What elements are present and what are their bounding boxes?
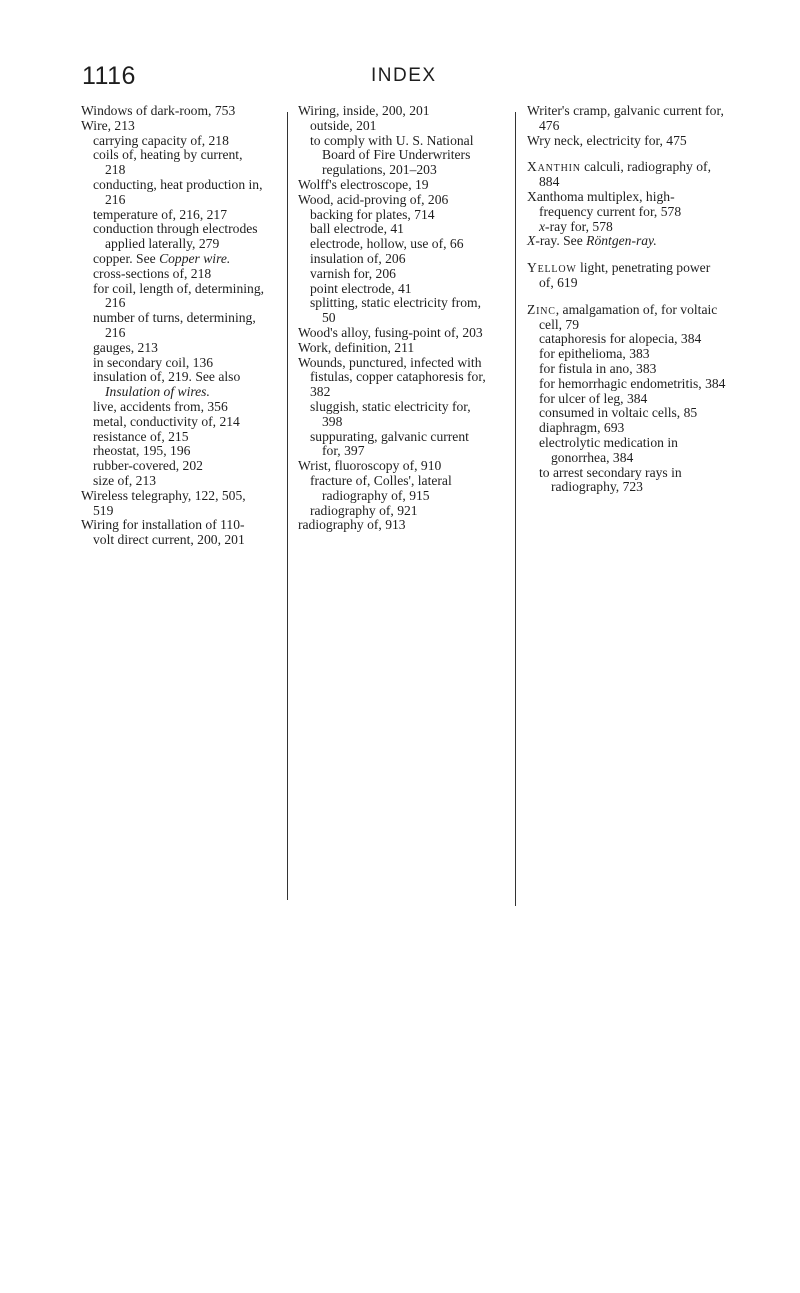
index-subentry xyxy=(81,252,265,267)
index-subentry xyxy=(298,222,488,237)
index-subentry xyxy=(527,377,727,392)
entry-text: -ray for, 578 xyxy=(545,218,613,234)
entry-text: Wire, 213 xyxy=(81,117,135,133)
index-subentry xyxy=(81,459,265,474)
entry-text: electrolytic medication in gonorrhea, 384 xyxy=(539,434,678,465)
entry-text: Wolff's electroscope, 19 xyxy=(298,176,429,192)
entry-text: Xanthoma multiplex, high-frequency current for, 578 xyxy=(527,188,682,219)
entry-text: ball electrode, 41 xyxy=(310,221,404,237)
index-subentry xyxy=(298,208,488,223)
entry-text: radiography of, 921 xyxy=(310,502,418,518)
entry-text: insulation of, 219. See also xyxy=(93,369,241,385)
index-entry xyxy=(81,119,265,134)
index-entry xyxy=(527,261,727,291)
index-column-2 xyxy=(298,104,488,533)
entry-text: number of turns, determining, 216 xyxy=(93,310,256,340)
entry-text: gauges, 213 xyxy=(93,339,158,355)
index-subentry xyxy=(81,341,265,356)
index-entry xyxy=(298,356,488,400)
entry-text: splitting, static electricity from, 50 xyxy=(310,295,482,326)
entry-text: varnish for, 206 xyxy=(310,265,396,281)
index-entry xyxy=(81,104,265,119)
running-head-title: INDEX xyxy=(371,65,437,86)
index-subentry xyxy=(81,430,265,445)
entry-text: electrode, hollow, use of, 66 xyxy=(310,236,464,252)
index-subentry xyxy=(81,370,265,400)
index-subentry xyxy=(81,356,265,371)
index-entry xyxy=(527,303,727,333)
entry-text: Wood's alloy, fusing-point of, 203 xyxy=(298,324,483,340)
index-subentry xyxy=(81,415,265,430)
entry-text: in secondary coil, 136 xyxy=(93,354,214,370)
entry-text: rubber-covered, 202 xyxy=(93,458,203,474)
entry-text: size of, 213 xyxy=(93,472,157,488)
column-divider xyxy=(287,112,288,900)
entry-text: backing for plates, 714 xyxy=(310,206,435,222)
index-subentry xyxy=(527,362,727,377)
index-entry xyxy=(527,160,727,190)
index-subentry xyxy=(527,466,727,496)
entry-italic-lead: X xyxy=(527,233,536,249)
cross-reference: Copper wire. xyxy=(159,250,231,266)
index-subentry xyxy=(81,134,265,149)
index-entry xyxy=(527,190,727,220)
index-entry xyxy=(298,459,488,474)
entry-text: conducting, heat production in, 216 xyxy=(93,176,263,207)
entry-text: light, penetrating power of, 619 xyxy=(539,260,711,290)
entry-text: Writer's cramp, galvanic current for, 476 xyxy=(527,103,724,133)
index-subentry xyxy=(527,332,727,347)
entry-text: , amalgamation of, for voltaic cell, 79 xyxy=(539,301,718,332)
index-subentry xyxy=(81,148,265,178)
index-subentry xyxy=(527,436,727,466)
index-subentry xyxy=(298,134,488,178)
entry-text: temperature of, 216, 217 xyxy=(93,206,228,222)
index-subentry xyxy=(81,311,265,341)
index-column-3 xyxy=(527,104,727,495)
entry-text: sluggish, static electricity for, 398 xyxy=(310,398,471,429)
entry-text: coils of, heating by current, 218 xyxy=(93,147,243,178)
entry-text: Wood, acid-proving of, 206 xyxy=(298,191,449,207)
index-entry xyxy=(298,104,488,119)
entry-text: Windows of dark-room, 753 xyxy=(81,103,236,118)
cross-reference: Insulation of wires. xyxy=(105,384,210,400)
index-entry xyxy=(527,104,727,134)
entry-text: consumed in voltaic cells, 85 xyxy=(539,405,698,421)
index-subentry xyxy=(81,282,265,312)
cross-reference: Röntgen-ray. xyxy=(586,233,657,249)
index-entry xyxy=(298,326,488,341)
index-entry xyxy=(298,518,488,533)
entry-text: for coil, length of, determining, 216 xyxy=(93,280,265,311)
entry-text: cataphoresis for alopecia, 384 xyxy=(539,331,702,347)
entry-text: conduction through electrodes applied laterally, 279 xyxy=(93,221,258,252)
index-subentry xyxy=(81,208,265,223)
index-subentry xyxy=(527,421,727,436)
entry-text: carrying capacity of, 218 xyxy=(93,132,229,148)
index-subentry xyxy=(527,347,727,362)
entry-italic-lead: x xyxy=(539,218,546,234)
entry-text: to comply with U. S. National Board of Fire Underwriters regulations, 201–203 xyxy=(310,132,474,178)
entry-text: Wiring for installation of 110-volt direct current, 200, 201 xyxy=(81,517,245,548)
index-subentry xyxy=(298,296,488,326)
entry-text: radiography of, 913 xyxy=(298,517,406,533)
entry-keyword: Xanthin xyxy=(527,159,581,175)
index-subentry xyxy=(527,220,727,235)
entry-text: suppurating, galvanic current for, 397 xyxy=(310,428,469,459)
entry-text: to arrest secondary rays in radiography, 723 xyxy=(539,464,682,495)
index-subentry xyxy=(298,504,488,519)
index-entry xyxy=(298,341,488,356)
page-header xyxy=(0,62,800,92)
entry-text: metal, conductivity of, 214 xyxy=(93,413,240,429)
entry-text: resistance of, 215 xyxy=(93,428,189,444)
entry-text: live, accidents from, 356 xyxy=(93,398,228,414)
index-entry xyxy=(298,178,488,193)
index-subentry xyxy=(81,178,265,208)
entry-text: Wry neck, electricity for, 475 xyxy=(527,132,687,148)
index-entry xyxy=(81,489,265,519)
index-subentry xyxy=(527,406,727,421)
entry-text: rheostat, 195, 196 xyxy=(93,443,191,459)
index-subentry xyxy=(298,252,488,267)
index-entry xyxy=(527,234,727,249)
entry-text: point electrode, 41 xyxy=(310,280,412,296)
entry-text: Wiring, inside, 200, 201 xyxy=(298,103,430,118)
index-entry xyxy=(298,193,488,208)
entry-keyword: Yellow xyxy=(527,260,577,276)
index-subentry xyxy=(527,392,727,407)
index-subentry xyxy=(81,267,265,282)
entry-text: fracture of, Colles', lateral radiography of, 915 xyxy=(310,472,452,503)
index-subentry xyxy=(81,444,265,459)
entry-text: Work, definition, 211 xyxy=(298,339,415,355)
entry-text: for fistula in ano, 383 xyxy=(539,360,657,376)
index-subentry xyxy=(298,267,488,282)
entry-text: for ulcer of leg, 384 xyxy=(539,390,648,406)
entry-text: insulation of, 206 xyxy=(310,250,406,266)
entry-text: -ray. See xyxy=(535,233,587,249)
entry-text: cross-sections of, 218 xyxy=(93,265,212,281)
entry-keyword: Zinc xyxy=(527,301,556,317)
entry-text: Wireless telegraphy, 122, 505, 519 xyxy=(81,487,246,518)
entry-text: for hemorrhagic endometritis, 384 xyxy=(539,375,726,391)
index-subentry xyxy=(298,430,488,460)
entry-text: diaphragm, 693 xyxy=(539,420,625,436)
index-subentry xyxy=(298,237,488,252)
index-column-1 xyxy=(81,104,265,548)
index-entry xyxy=(527,134,727,149)
index-subentry xyxy=(81,474,265,489)
index-subentry xyxy=(298,119,488,134)
entry-text: Wrist, fluoroscopy of, 910 xyxy=(298,458,442,474)
index-subentry xyxy=(81,400,265,415)
entry-text: for epithelioma, 383 xyxy=(539,346,650,362)
index-subentry xyxy=(298,474,488,504)
page-number: 1116 xyxy=(82,62,136,90)
entry-text: calculi, radiography of, 884 xyxy=(539,159,711,190)
index-subentry xyxy=(81,222,265,252)
entry-text: copper. See xyxy=(93,250,160,266)
index-subentry xyxy=(298,282,488,297)
entry-text: Wounds, punctured, infected with fistulas, copper cataphoresis for, 382 xyxy=(298,354,486,400)
index-entry xyxy=(81,518,265,548)
column-divider xyxy=(515,112,516,906)
entry-text: outside, 201 xyxy=(310,117,377,133)
index-subentry xyxy=(298,400,488,430)
